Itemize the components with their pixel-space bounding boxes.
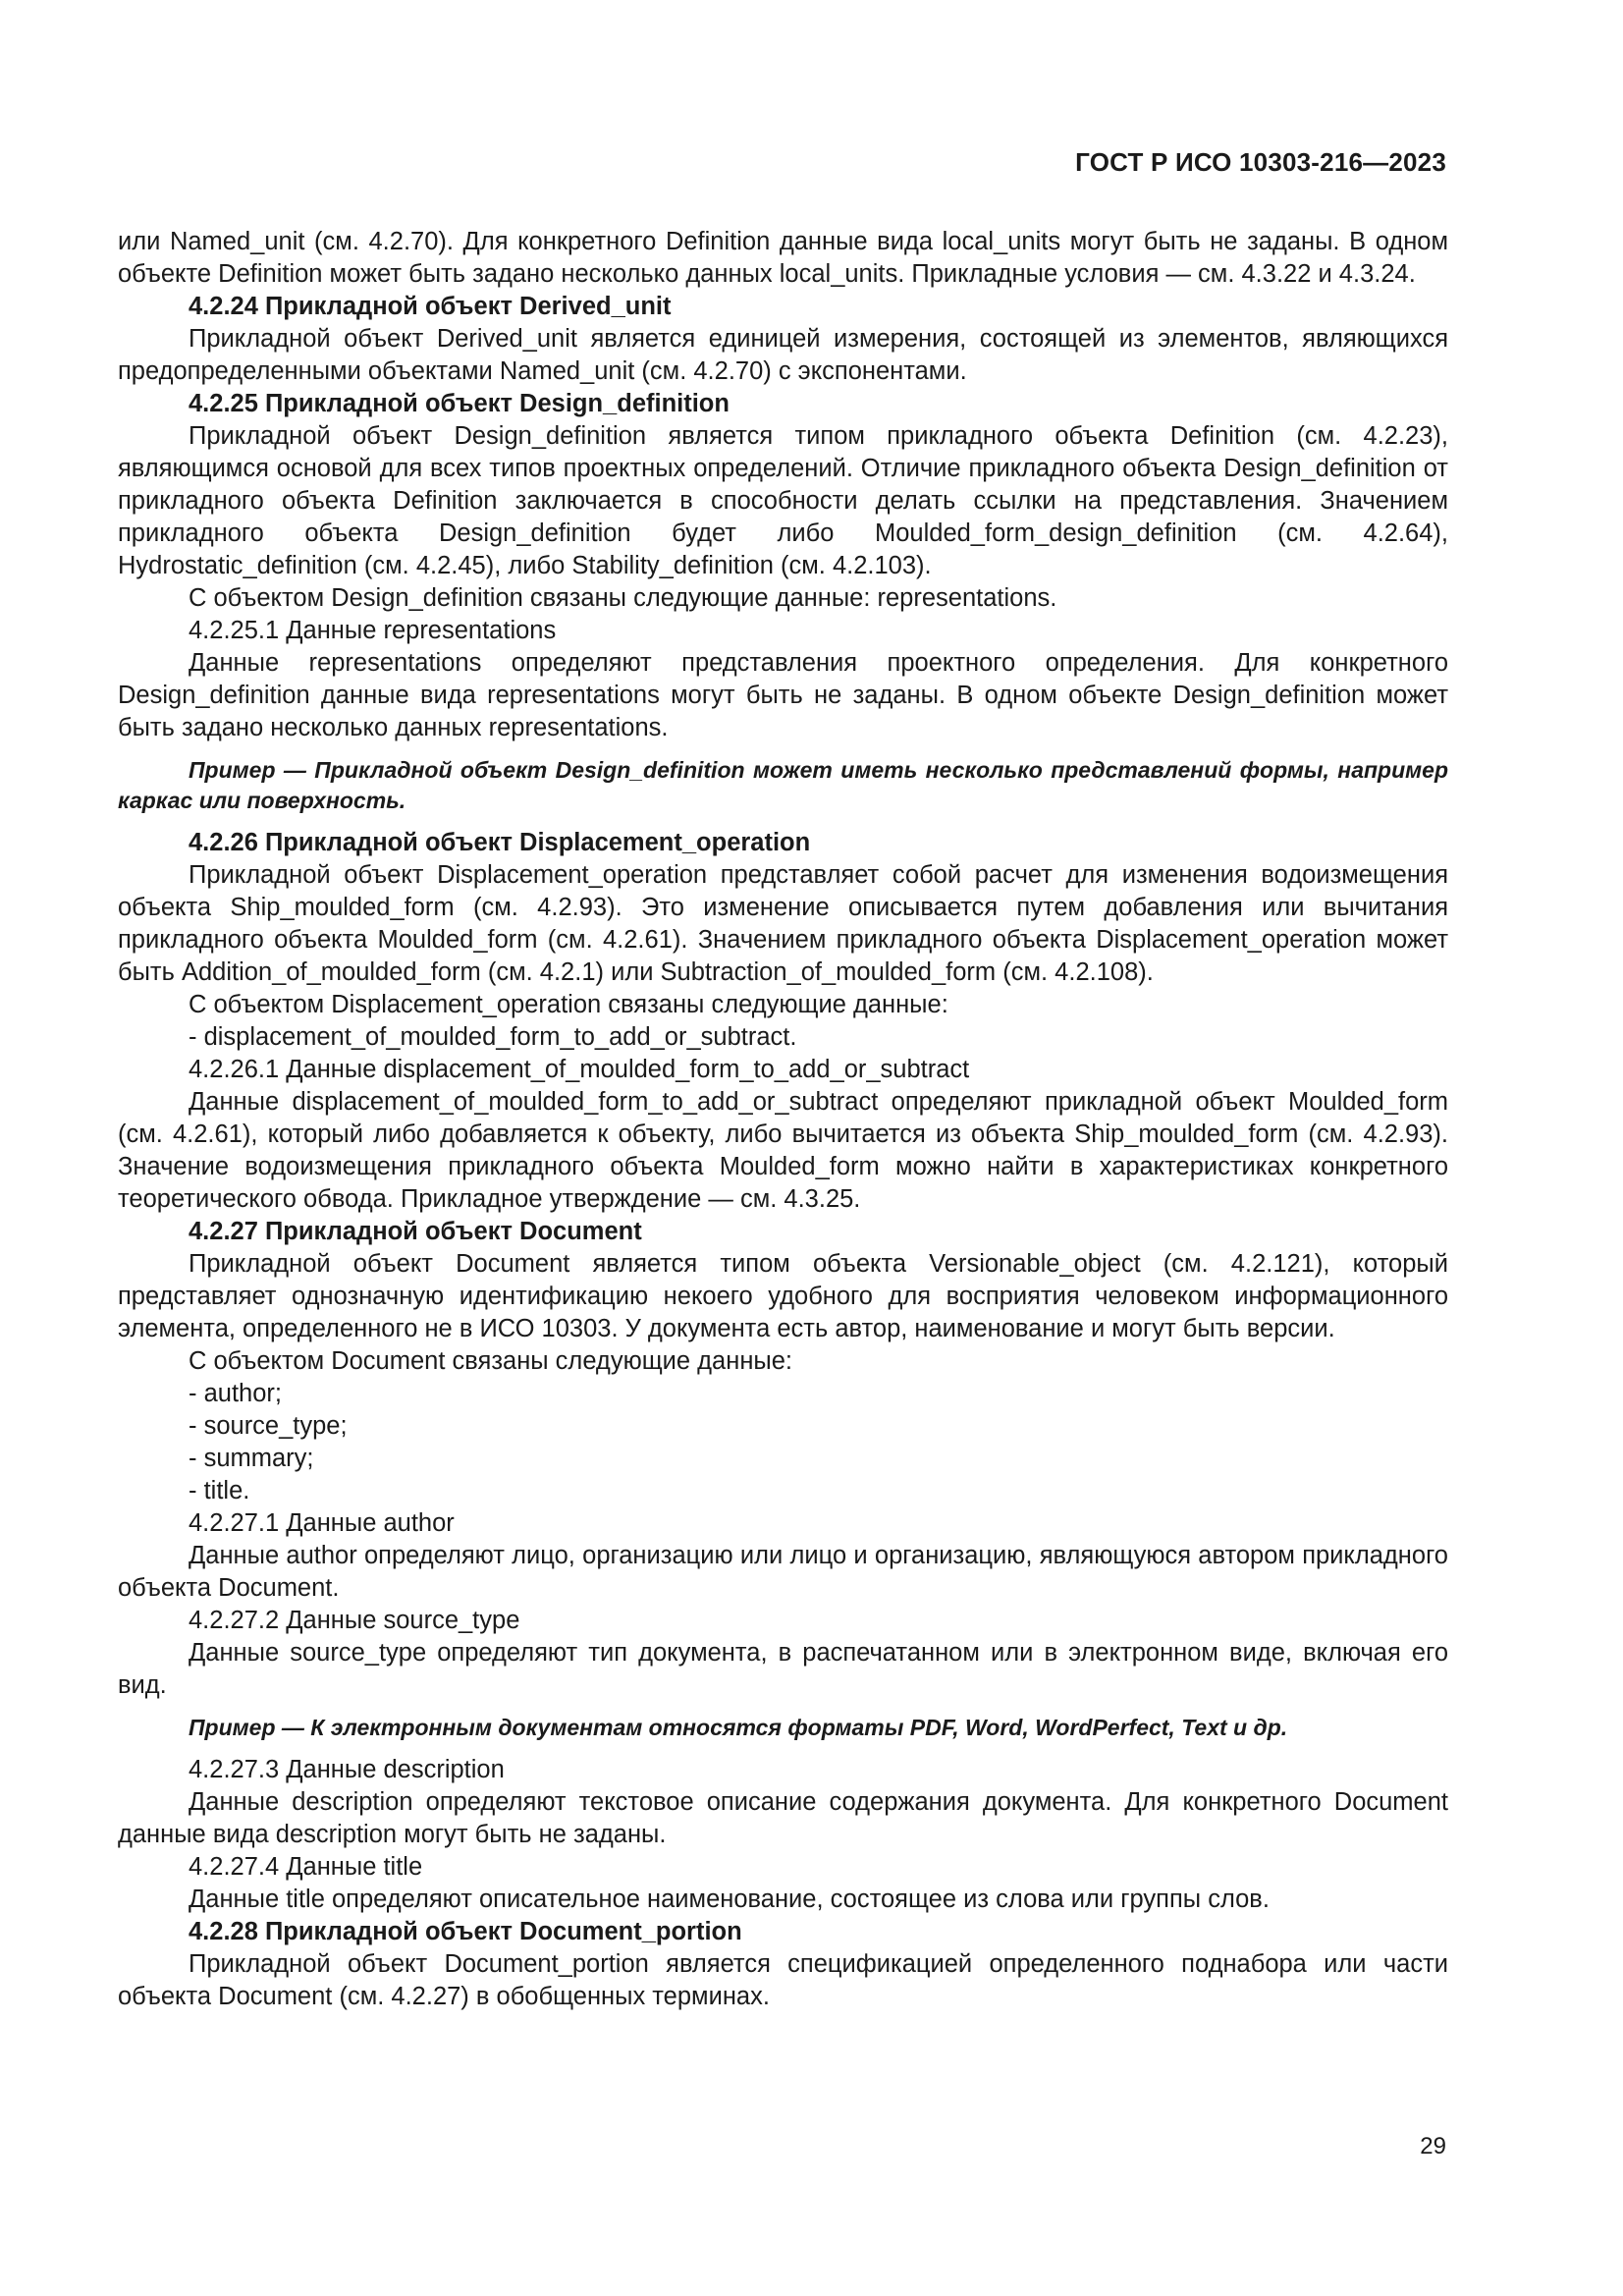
subsection-title: 4.2.27.1 Данные author	[189, 1509, 455, 1537]
subsection-title: 4.2.27.3 Данные description	[189, 1756, 505, 1783]
document-body	[118, 226, 1448, 2013]
paragraph: Данные displacement_of_moulded_form_to_add_or_subtract определяют прикладной объект Moulded_form (см. 4.2.61), который либо добавляется к объекту, либо вычитается из объекта Ship_moulded_form (см. 4.2.93). Значение водоизмещения прикладного объекта Moulded_form можно найти в характеристиках конкретного теоретического обвода. Прикладное утверждение — см. 4.3.25.	[118, 1088, 1448, 1213]
paragraph: Данные title определяют описательное наименование, состоящее из слова или группы слов.	[189, 1886, 1270, 1913]
paragraph: Прикладной объект Document является типом объекта Versionable_object (см. 4.2.121), который представляет однозначную идентификацию некоего удобного для восприятия человеком информационного элемента, определенного не в ИСО 10303. У документа есть автор, наименование и могут быть версии.	[118, 1250, 1448, 1342]
paragraph: Прикладной объект Design_definition является типом прикладного объекта Definition (см. 4.2.23), являющимся основой для всех типов проектных определений. Отличие прикладного объекта Design_definition от прикладного объекта Definition заключается в способности делать ссылки на представления. Значением прикладного объекта Design_definition будет либо Moulded_form_design_definition (см. 4.2.64), Hydrostatic_definition (см. 4.2.45), либо Stability_definition (см. 4.2.103).	[118, 422, 1448, 579]
paragraph: С объектом Design_definition связаны следующие данные: representations.	[189, 584, 1057, 612]
paragraph: С объектом Displacement_operation связаны следующие данные:	[189, 991, 948, 1018]
paragraph: Прикладной объект Document_portion является спецификацией определенного поднабора или части объекта Document (см. 4.2.27) в обобщенных терминах.	[118, 1950, 1448, 2010]
section-heading-4-2-27: 4.2.27 Прикладной объект Document	[189, 1218, 642, 1245]
section-heading-4-2-28: 4.2.28 Прикладной объект Document_portion	[189, 1918, 742, 1945]
list-item: - summary;	[189, 1445, 314, 1472]
list-item: - author;	[189, 1380, 282, 1407]
paragraph: Прикладной объект Derived_unit является единицей измерения, состоящей из элементов, являющихся предопределенными объектами Named_unit (см. 4.2.70) с экспонентами.	[118, 325, 1448, 385]
subsection-title: 4.2.27.4 Данные title	[189, 1853, 423, 1881]
section-heading-4-2-25: 4.2.25 Прикладной объект Design_definition	[189, 390, 730, 417]
section-heading-4-2-24: 4.2.24 Прикладной объект Derived_unit	[189, 293, 672, 320]
paragraph: Данные source_type определяют тип документа, в распечатанном или в электронном виде, включая его вид.	[118, 1639, 1448, 1699]
list-item: - source_type;	[189, 1412, 348, 1440]
list-item: - title.	[189, 1477, 250, 1504]
paragraph: Данные representations определяют представления проектного определения. Для конкретного Design_definition данные вида representations могут быть не заданы. В одном объекте Design_definition может быть задано несколько данных representations.	[118, 649, 1448, 741]
paragraph: С объектом Document связаны следующие данные:	[189, 1347, 793, 1375]
list-item: - displacement_of_moulded_form_to_add_or_subtract.	[189, 1023, 797, 1051]
paragraph: Данные author определяют лицо, организацию или лицо и организацию, являющуюся автором прикладного объекта Document.	[118, 1542, 1448, 1602]
example-note: Пример — Прикладной объект Design_definition может иметь несколько представлений формы, например каркас или поверхность.	[118, 757, 1448, 813]
example-note: Пример — К электронным документам относятся форматы PDF, Word, WordPerfect, Text и др.	[189, 1715, 1288, 1740]
paragraph: Прикладной объект Displacement_operation представляет собой расчет для изменения водоизмещения объекта Ship_moulded_form (см. 4.2.93). Это изменение описывается путем добавления или вычитания прикладного объекта Moulded_form (см. 4.2.61). Значением прикладного объекта Displacement_operation может быть Addition_of_moulded_form (см. 4.2.1) или Subtraction_of_moulded_form (см. 4.2.108).	[118, 861, 1448, 986]
section-heading-4-2-26: 4.2.26 Прикладной объект Displacement_operation	[189, 829, 811, 856]
page-number: 29	[1420, 2133, 1446, 2159]
paragraph: или Named_unit (см. 4.2.70). Для конкретного Definition данные вида local_units могут быть не заданы. В одном объекте Definition может быть задано несколько данных local_units. Прикладные условия — см. 4.3.22 и 4.3.24.	[118, 228, 1448, 288]
subsection-title: 4.2.26.1 Данные displacement_of_moulded_form_to_add_or_subtract	[189, 1056, 970, 1083]
paragraph: Данные description определяют текстовое описание содержания документа. Для конкретного Document данные вида description могут быть не заданы.	[118, 1788, 1448, 1848]
standard-designation: ГОСТ Р ИСО 10303-216—2023	[1075, 147, 1446, 177]
subsection-title: 4.2.27.2 Данные source_type	[189, 1607, 520, 1634]
subsection-title: 4.2.25.1 Данные representations	[189, 617, 557, 644]
